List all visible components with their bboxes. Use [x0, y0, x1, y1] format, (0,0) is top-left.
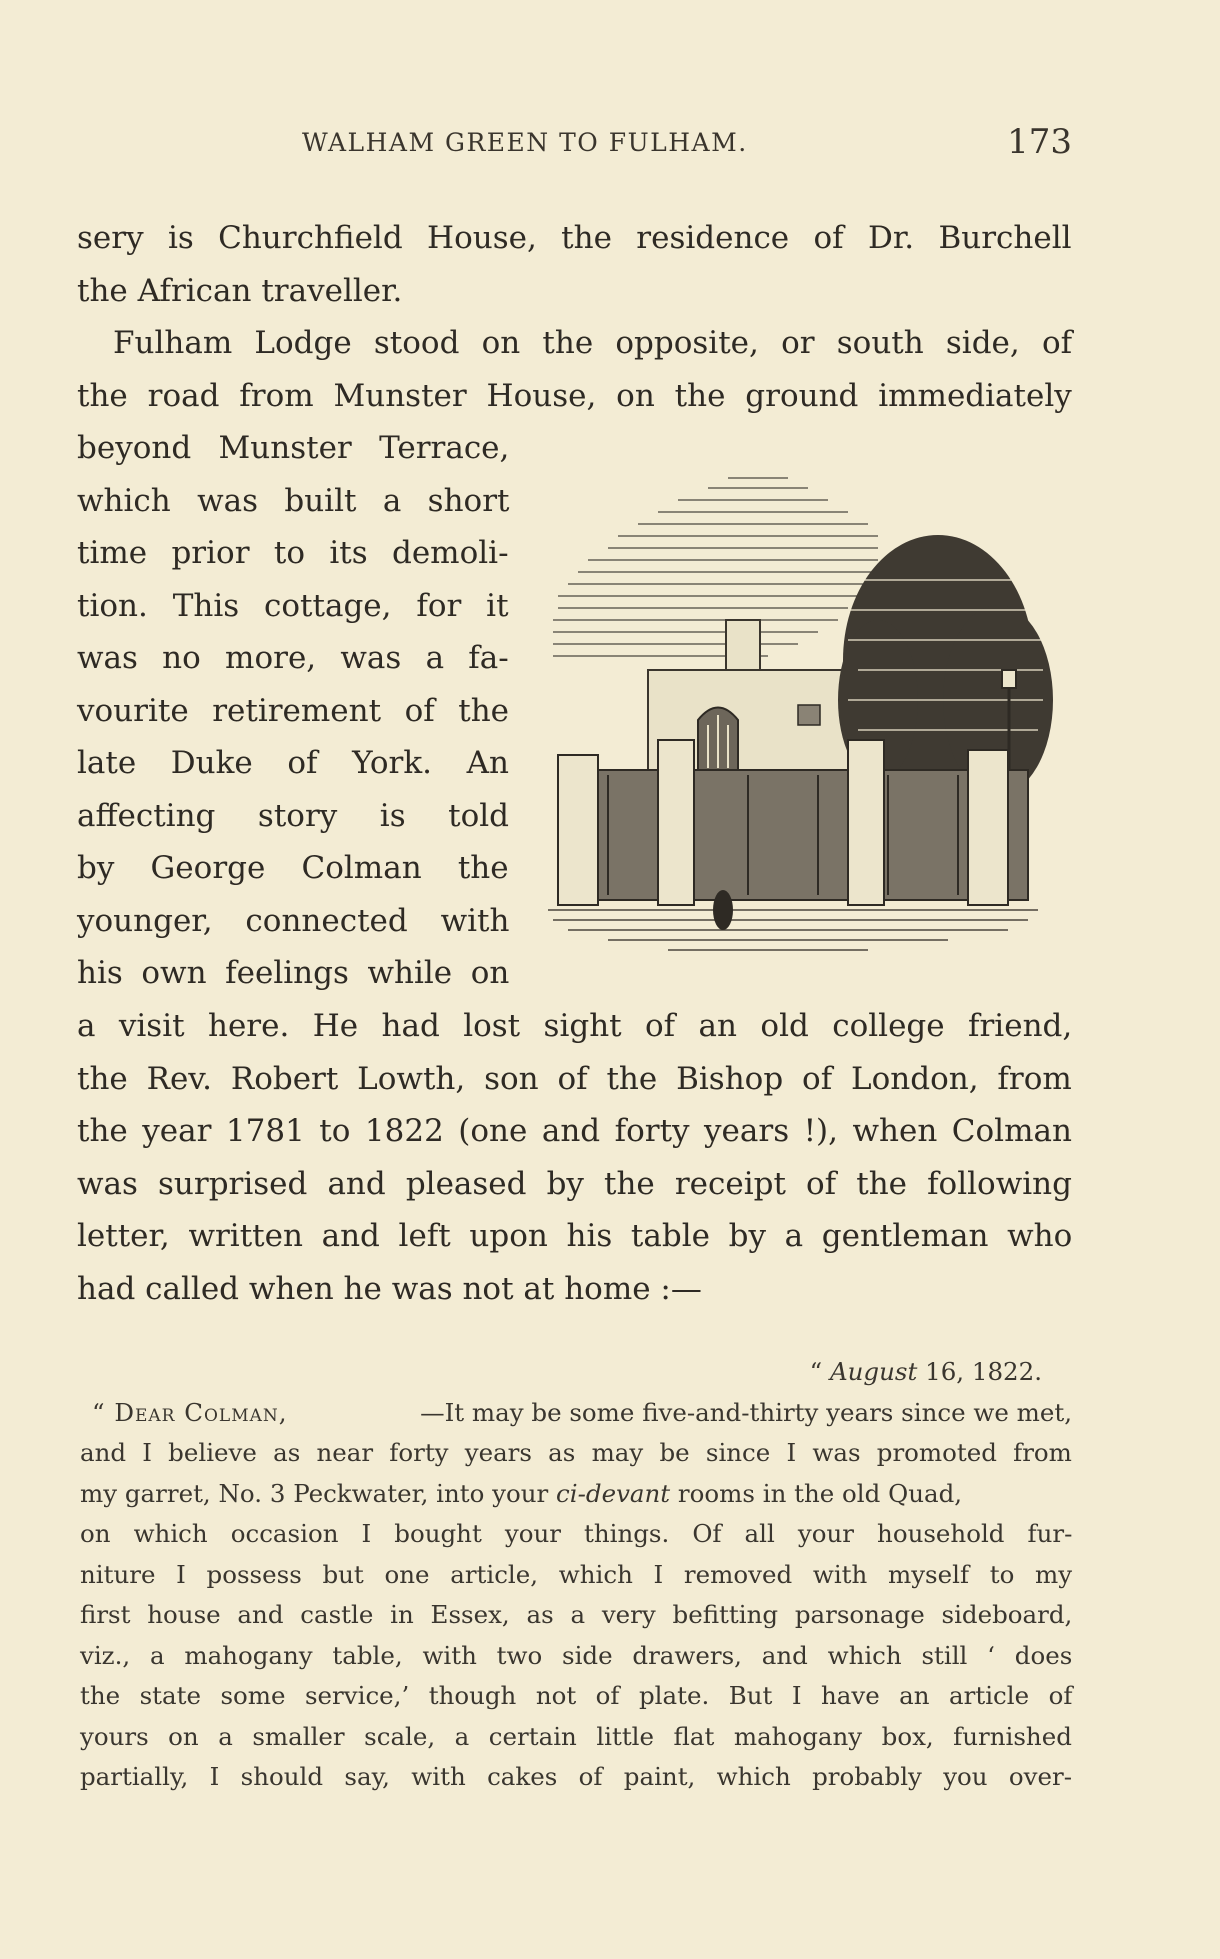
text-line-content: the road from Munster House, on the ground immediately [77, 377, 1072, 414]
text-line [77, 422, 509, 475]
text-line [77, 1000, 1072, 1053]
text-line-content: was surprised and pleased by the receipt of the following [77, 1165, 1072, 1202]
letter-line-text: yours on a smaller scale, a certain little flat mahogany box, furnished [80, 1721, 1072, 1751]
text-line-content: the year 1781 to 1822 (one and forty years !), when Colman [77, 1113, 1072, 1149]
page-number: 173 [1007, 122, 1072, 162]
text-line-content: younger, connected with [77, 902, 510, 939]
text-line [77, 790, 509, 843]
text-line-content: the African traveller. [77, 272, 403, 309]
text-line [77, 580, 509, 633]
text-line [77, 632, 509, 685]
quote-mark: “ [809, 1357, 830, 1386]
text-line-content: which was built a short [77, 482, 510, 519]
letter-date [80, 1352, 1072, 1393]
text-line [77, 1158, 1072, 1211]
letter-line [80, 1595, 1072, 1636]
letter-line [80, 1514, 1072, 1555]
letter-line-text [80, 1474, 962, 1515]
text-line [77, 265, 1072, 318]
letter-line-text: on which occasion I bought your things. Of all your household fur- [80, 1519, 1073, 1548]
text-line [77, 1105, 1072, 1158]
letter-line [80, 1555, 1072, 1596]
letter-line-text: viz., a mahogany table, with two side drawers, and which still ‘ does [80, 1640, 1073, 1670]
text-line-content: by George Colman the [77, 850, 509, 886]
text-line [77, 685, 509, 738]
letter-line [80, 1757, 1072, 1798]
text-line-content: a visit here. He had lost sight of an old college friend, [77, 1008, 1073, 1044]
text-line-content: time prior to its demoli- [77, 535, 509, 571]
text-line-content: was no more, was a fa- [77, 640, 509, 676]
text-line [77, 475, 509, 528]
letter-line-text: niture I possess but one article, which I removed with myself to my [80, 1559, 1073, 1589]
text-line-content: the Rev. Robert Lowth, son of the Bishop of London, from [77, 1060, 1072, 1097]
letter-quote [80, 1352, 1072, 1798]
letter-line-text: —It may be some five-and-thirty years since we met, [420, 1397, 1072, 1427]
letter-text-part: my garret, No. 3 Peckwater, into your [80, 1478, 557, 1508]
text-line [77, 1053, 1072, 1106]
letter-date-month: August [829, 1357, 918, 1386]
text-line-content: vourite retirement of the [77, 692, 510, 729]
letter-line-text: the state some service,’ though not of plate. But I have an article of [80, 1681, 1073, 1710]
letter-line-text: and I believe as near forty years as may be since I was promoted from [80, 1438, 1072, 1467]
text-line [77, 527, 509, 580]
text-line-content: beyond Munster Terrace, [77, 430, 510, 466]
text-line [77, 317, 1072, 370]
text-line-content: sery is Churchfield House, the residence of Dr. Burchell [77, 220, 1072, 256]
letter-italic-term: ci-devant [556, 1478, 671, 1508]
letter-line-text: first house and castle in Essex, as a very befitting parsonage sideboard, [80, 1600, 1073, 1629]
text-line-content: affecting story is told [77, 797, 510, 834]
letter-salutation: “ Dear Colman, [92, 1397, 288, 1427]
text-line-content: letter, written and left upon his table by a gentleman who [77, 1218, 1073, 1254]
letter-line [80, 1717, 1072, 1758]
text-line [77, 212, 1072, 265]
text-line [77, 1263, 1072, 1316]
letter-line [80, 1433, 1072, 1474]
paragraph-1 [77, 212, 1072, 317]
letter-line [80, 1474, 1072, 1515]
paragraph-2-bottom [77, 1000, 1072, 1315]
letter-date-rest: 16, 1822. [917, 1357, 1042, 1386]
letter-text-part: rooms in the old Quad, [670, 1478, 963, 1508]
text-line-content: his own feelings while on [77, 955, 510, 991]
letter-line [80, 1676, 1072, 1717]
running-title: WALHAM GREEN TO FULHAM. [302, 128, 748, 157]
text-line-content: tion. This cottage, for it [77, 587, 509, 624]
text-line [77, 842, 509, 895]
text-line-content: Fulham Lodge stood on the opposite, or south side, of [113, 325, 1073, 361]
text-line [77, 895, 509, 948]
fulham-lodge-engraving [548, 470, 1058, 960]
text-line-content: had called when he was not at home :— [77, 1270, 702, 1307]
text-line [77, 1210, 1072, 1263]
letter-line-text: partially, I should say, with cakes of paint, which probably you over- [80, 1762, 1073, 1791]
text-line [77, 370, 1072, 423]
letter-line [80, 1636, 1072, 1677]
paragraph-2-wrapped [77, 422, 509, 1000]
paragraph-2-top [77, 317, 1072, 422]
text-line [77, 737, 509, 790]
text-line [77, 947, 509, 1000]
text-line-content: late Duke of York. An [77, 745, 509, 781]
letter-line [80, 1393, 1072, 1434]
